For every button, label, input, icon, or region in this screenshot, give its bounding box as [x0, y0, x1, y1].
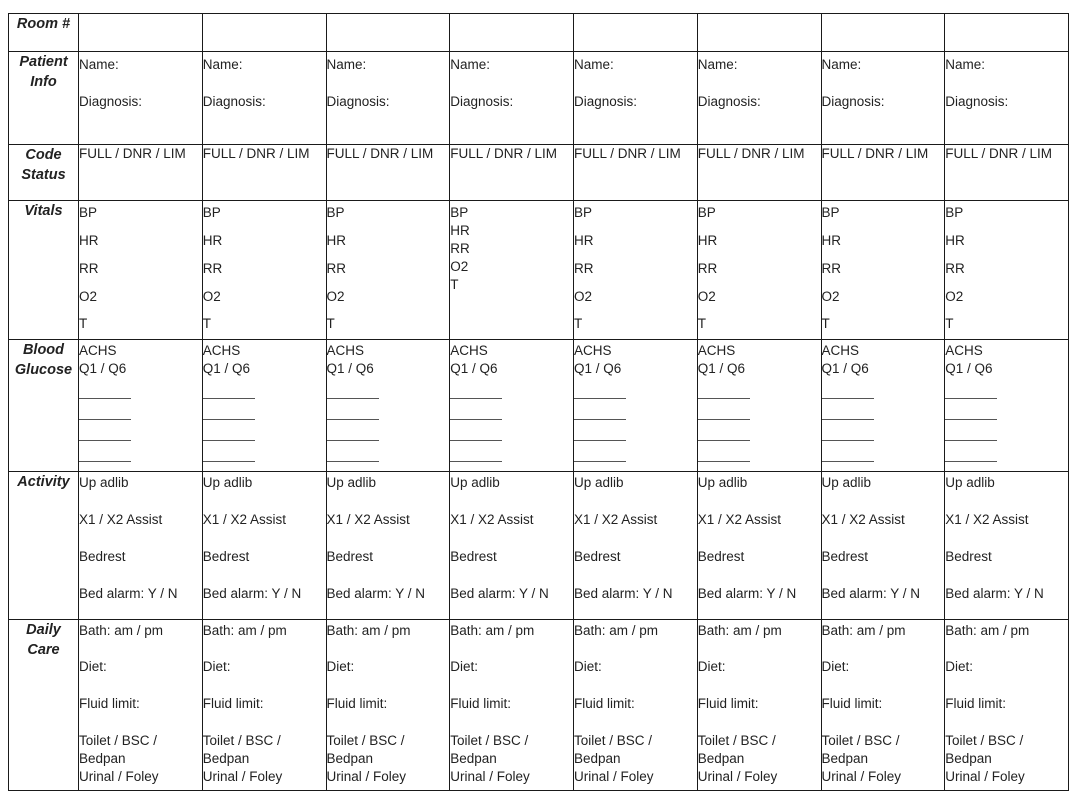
glucose-frequency: Q1 / Q6: [79, 361, 127, 376]
urinal-foley-label: Urinal / Foley: [945, 769, 1025, 784]
vital-o2: O2: [79, 289, 98, 304]
room-cell[interactable]: [326, 14, 450, 52]
glucose-schedule: ACHS: [326, 343, 365, 358]
room-cell[interactable]: [697, 14, 821, 52]
glucose-entry-line[interactable]: [822, 401, 874, 420]
bath-label: Bath: am / pm: [574, 623, 659, 638]
activity-assist: X1 / X2 Assist: [574, 512, 658, 527]
glucose-entry-line[interactable]: [822, 443, 874, 462]
glucose-cell[interactable]: [945, 340, 1069, 472]
glucose-entry-line[interactable]: [698, 401, 750, 420]
toilet-label: Toilet / BSC /: [326, 733, 405, 748]
activity-bedrest: Bedrest: [574, 549, 621, 564]
row-header-label: Care: [27, 642, 60, 658]
toilet-label: Toilet / BSC /: [202, 733, 281, 748]
row-header-label: Daily: [26, 622, 61, 638]
glucose-schedule: ACHS: [697, 343, 736, 358]
fluid-limit-label: Fluid limit:: [326, 696, 388, 711]
vital-rr: RR: [450, 241, 470, 256]
vital-bp: BP: [326, 205, 345, 220]
code-status-options: FULL / DNR / LIM: [202, 146, 310, 161]
vital-bp: BP: [450, 205, 469, 220]
vital-o2: O2: [574, 289, 593, 304]
activity-up-adlib: Up adlib: [79, 475, 129, 490]
activity-assist: X1 / X2 Assist: [326, 512, 410, 527]
urinal-foley-label: Urinal / Foley: [79, 769, 159, 784]
glucose-entry-line[interactable]: [945, 443, 997, 462]
patient-info-cell[interactable]: [79, 52, 203, 145]
urinal-foley-label: Urinal / Foley: [821, 769, 902, 784]
glucose-entry-line[interactable]: [574, 422, 626, 441]
row-patient-info: [9, 52, 1069, 145]
row-header-label: Patient: [19, 54, 68, 70]
glucose-frequency: Q1 / Q6: [326, 361, 374, 376]
vital-rr: RR: [945, 261, 965, 276]
activity-up-adlib: Up adlib: [202, 475, 253, 490]
activity-assist: X1 / X2 Assist: [450, 512, 534, 527]
activity-assist: X1 / X2 Assist: [697, 512, 782, 527]
glucose-frequency: Q1 / Q6: [945, 361, 993, 376]
glucose-frequency: Q1 / Q6: [697, 361, 746, 376]
code-status-cell[interactable]: [574, 145, 698, 201]
patient-info-cell[interactable]: [697, 52, 821, 145]
code-status-options: FULL / DNR / LIM: [697, 146, 805, 161]
row-header-label: Blood: [22, 342, 65, 358]
patient-info-cell[interactable]: [821, 52, 945, 145]
row-header-label: Glucose: [14, 362, 73, 378]
urinal-foley-label: Urinal / Foley: [202, 769, 283, 784]
row-header-label: Activity: [17, 474, 70, 490]
diagnosis-label: Diagnosis:: [945, 94, 1009, 109]
row-header-patient-info: [9, 52, 79, 145]
diagnosis-label: Diagnosis:: [450, 94, 514, 109]
activity-bedrest: Bedrest: [945, 549, 992, 564]
bath-label: Bath: am / pm: [821, 623, 906, 638]
bath-label: Bath: am / pm: [945, 623, 1030, 638]
vital-hr: HR: [574, 233, 594, 248]
glucose-cell[interactable]: [450, 340, 574, 472]
glucose-schedule: ACHS: [821, 343, 860, 358]
vital-t: T: [79, 316, 88, 331]
glucose-cell[interactable]: [79, 340, 203, 472]
glucose-entry-line[interactable]: [203, 422, 255, 441]
diet-label: Diet:: [697, 659, 726, 674]
glucose-entry-line[interactable]: [822, 422, 874, 441]
glucose-cell[interactable]: [697, 340, 821, 472]
patient-info-cell[interactable]: [450, 52, 574, 145]
toilet-label: Toilet / BSC /: [450, 733, 529, 748]
diagnosis-label: Diagnosis:: [202, 94, 266, 109]
bedpan-label: Bedpan: [574, 751, 621, 766]
name-label: Name:: [697, 57, 738, 72]
activity-bedrest: Bedrest: [450, 549, 497, 564]
vitals-cell[interactable]: [326, 201, 450, 340]
glucose-entry-line[interactable]: [945, 422, 997, 441]
toilet-label: Toilet / BSC /: [821, 733, 900, 748]
vital-bp: BP: [79, 205, 98, 220]
glucose-entry-line[interactable]: [203, 380, 255, 399]
diet-label: Diet:: [79, 659, 107, 674]
row-header-label: Code: [25, 147, 62, 163]
vital-rr: RR: [326, 261, 346, 276]
activity-cell[interactable]: [326, 472, 450, 620]
fluid-limit-label: Fluid limit:: [945, 696, 1007, 711]
activity-bedrest: Bedrest: [326, 549, 374, 564]
bedpan-label: Bedpan: [821, 751, 869, 766]
glucose-entry-line[interactable]: [327, 422, 379, 441]
activity-cell[interactable]: [450, 472, 574, 620]
row-blood-glucose: [9, 340, 1069, 472]
glucose-entry-line[interactable]: [450, 380, 502, 399]
glucose-entry-line[interactable]: [698, 443, 750, 462]
activity-up-adlib: Up adlib: [697, 475, 748, 490]
activity-bed-alarm: Bed alarm: Y / N: [697, 586, 797, 601]
name-label: Name:: [202, 57, 243, 72]
activity-bedrest: Bedrest: [202, 549, 250, 564]
row-code-status: [9, 145, 1069, 201]
glucose-entry-line[interactable]: [327, 443, 379, 462]
row-header-room: [9, 14, 79, 52]
activity-cell[interactable]: [574, 472, 698, 620]
activity-cell[interactable]: [697, 472, 821, 620]
activity-bed-alarm: Bed alarm: Y / N: [821, 586, 921, 601]
diet-label: Diet:: [326, 659, 355, 674]
code-status-cell[interactable]: [326, 145, 450, 201]
vital-t: T: [450, 277, 459, 292]
bedpan-label: Bedpan: [326, 751, 374, 766]
activity-cell[interactable]: [821, 472, 945, 620]
vital-o2: O2: [450, 259, 469, 274]
urinal-foley-label: Urinal / Foley: [574, 769, 654, 784]
glucose-cell[interactable]: [821, 340, 945, 472]
vitals-cell[interactable]: [945, 201, 1069, 340]
daily-care-cell[interactable]: [574, 620, 698, 791]
bath-label: Bath: am / pm: [202, 623, 287, 638]
activity-bed-alarm: Bed alarm: Y / N: [326, 586, 426, 601]
activity-bedrest: Bedrest: [821, 549, 869, 564]
glucose-entry-line[interactable]: [698, 380, 750, 399]
vitals-cell[interactable]: [450, 201, 574, 340]
vital-rr: RR: [821, 261, 841, 276]
activity-cell[interactable]: [202, 472, 326, 620]
vital-o2: O2: [945, 289, 964, 304]
bath-label: Bath: am / pm: [79, 623, 164, 638]
fluid-limit-label: Fluid limit:: [697, 696, 759, 711]
glucose-entry-line[interactable]: [203, 443, 255, 462]
diagnosis-label: Diagnosis:: [79, 94, 143, 109]
urinal-foley-label: Urinal / Foley: [326, 769, 407, 784]
code-status-options: FULL / DNR / LIM: [574, 146, 681, 161]
vital-o2: O2: [821, 289, 840, 304]
vital-bp: BP: [202, 205, 221, 220]
name-label: Name:: [574, 57, 614, 72]
fluid-limit-label: Fluid limit:: [821, 696, 883, 711]
diagnosis-label: Diagnosis:: [326, 94, 390, 109]
vital-hr: HR: [945, 233, 965, 248]
glucose-entry-line[interactable]: [450, 422, 502, 441]
toilet-label: Toilet / BSC /: [945, 733, 1024, 748]
code-status-options: FULL / DNR / LIM: [450, 146, 558, 161]
vital-bp: BP: [574, 205, 593, 220]
glucose-entry-line[interactable]: [698, 422, 750, 441]
glucose-entry-line[interactable]: [574, 443, 626, 462]
patient-info-cell[interactable]: [574, 52, 698, 145]
glucose-frequency: Q1 / Q6: [450, 361, 498, 376]
vitals-cell[interactable]: [202, 201, 326, 340]
activity-up-adlib: Up adlib: [574, 475, 624, 490]
glucose-entry-line[interactable]: [450, 401, 502, 420]
room-cell[interactable]: [821, 14, 945, 52]
code-status-cell[interactable]: [821, 145, 945, 201]
vital-hr: HR: [202, 233, 223, 248]
code-status-cell[interactable]: [697, 145, 821, 201]
row-header-room-label: Room #: [16, 16, 71, 32]
daily-care-cell[interactable]: [202, 620, 326, 791]
vital-t: T: [697, 316, 706, 331]
glucose-entry-line[interactable]: [79, 422, 131, 441]
room-cell[interactable]: [202, 14, 326, 52]
activity-up-adlib: Up adlib: [450, 475, 500, 490]
urinal-foley-label: Urinal / Foley: [697, 769, 778, 784]
vital-hr: HR: [79, 233, 99, 248]
bath-label: Bath: am / pm: [450, 623, 535, 638]
vital-t: T: [202, 316, 211, 331]
diet-label: Diet:: [821, 659, 850, 674]
row-header-daily-care: [9, 620, 79, 791]
activity-assist: X1 / X2 Assist: [945, 512, 1029, 527]
glucose-cell[interactable]: [326, 340, 450, 472]
vital-o2: O2: [697, 289, 716, 304]
row-vitals: [9, 201, 1069, 340]
diagnosis-label: Diagnosis:: [821, 94, 885, 109]
vital-rr: RR: [697, 261, 718, 276]
row-header-label: Status: [21, 167, 66, 183]
bedpan-label: Bedpan: [697, 751, 745, 766]
glucose-schedule: ACHS: [450, 343, 488, 358]
name-label: Name:: [821, 57, 862, 72]
daily-care-cell[interactable]: [79, 620, 203, 791]
code-status-cell[interactable]: [450, 145, 574, 201]
glucose-entry-line[interactable]: [574, 401, 626, 420]
vital-t: T: [945, 316, 954, 331]
patient-info-cell[interactable]: [202, 52, 326, 145]
fluid-limit-label: Fluid limit:: [574, 696, 635, 711]
activity-assist: X1 / X2 Assist: [79, 512, 163, 527]
bath-label: Bath: am / pm: [326, 623, 411, 638]
vitals-cell[interactable]: [821, 201, 945, 340]
row-header-vitals: [9, 201, 79, 340]
patient-info-cell[interactable]: [945, 52, 1069, 145]
diet-label: Diet:: [945, 659, 974, 674]
vital-o2: O2: [326, 289, 345, 304]
name-label: Name:: [450, 57, 491, 72]
diet-label: Diet:: [574, 659, 602, 674]
activity-bed-alarm: Bed alarm: Y / N: [202, 586, 302, 601]
vital-o2: O2: [202, 289, 221, 304]
patient-report-sheet: [8, 13, 1069, 791]
vital-rr: RR: [79, 261, 99, 276]
activity-bedrest: Bedrest: [79, 549, 126, 564]
glucose-entry-line[interactable]: [822, 380, 874, 399]
activity-bed-alarm: Bed alarm: Y / N: [574, 586, 673, 601]
glucose-frequency: Q1 / Q6: [574, 361, 622, 376]
vital-hr: HR: [697, 233, 718, 248]
name-label: Name:: [79, 57, 119, 72]
glucose-entry-line[interactable]: [945, 380, 997, 399]
activity-up-adlib: Up adlib: [821, 475, 872, 490]
activity-bed-alarm: Bed alarm: Y / N: [945, 586, 1044, 601]
vital-rr: RR: [202, 261, 223, 276]
glucose-frequency: Q1 / Q6: [202, 361, 251, 376]
vitals-cell[interactable]: [697, 201, 821, 340]
glucose-schedule: ACHS: [79, 343, 117, 358]
glucose-entry-line[interactable]: [203, 401, 255, 420]
diagnosis-label: Diagnosis:: [697, 94, 761, 109]
fluid-limit-label: Fluid limit:: [79, 696, 140, 711]
activity-bed-alarm: Bed alarm: Y / N: [79, 586, 178, 601]
activity-cell[interactable]: [945, 472, 1069, 620]
row-header-label: Vitals: [24, 203, 63, 219]
code-status-cell[interactable]: [945, 145, 1069, 201]
activity-up-adlib: Up adlib: [945, 475, 995, 490]
room-cell[interactable]: [450, 14, 574, 52]
row-header-label: Info: [30, 74, 57, 90]
vital-bp: BP: [945, 205, 964, 220]
vital-t: T: [326, 316, 335, 331]
activity-assist: X1 / X2 Assist: [821, 512, 905, 527]
vital-bp: BP: [821, 205, 840, 220]
vital-rr: RR: [574, 261, 594, 276]
row-header-code-status: [9, 145, 79, 201]
glucose-entry-line[interactable]: [327, 401, 379, 420]
toilet-label: Toilet / BSC /: [79, 733, 158, 748]
glucose-schedule: ACHS: [574, 343, 612, 358]
bedpan-label: Bedpan: [450, 751, 497, 766]
glucose-schedule: ACHS: [202, 343, 241, 358]
code-status-options: FULL / DNR / LIM: [821, 146, 929, 161]
glucose-entry-line[interactable]: [945, 401, 997, 420]
bedpan-label: Bedpan: [79, 751, 126, 766]
code-status-cell[interactable]: [79, 145, 203, 201]
room-cell[interactable]: [79, 14, 203, 52]
code-status-options: FULL / DNR / LIM: [945, 146, 1053, 161]
glucose-frequency: Q1 / Q6: [821, 361, 869, 376]
daily-care-cell[interactable]: [450, 620, 574, 791]
diet-label: Diet:: [450, 659, 479, 674]
toilet-label: Toilet / BSC /: [697, 733, 776, 748]
activity-assist: X1 / X2 Assist: [202, 512, 287, 527]
code-status-options: FULL / DNR / LIM: [326, 146, 434, 161]
name-label: Name:: [945, 57, 986, 72]
glucose-entry-line[interactable]: [79, 443, 131, 462]
room-cell[interactable]: [945, 14, 1069, 52]
daily-care-cell[interactable]: [697, 620, 821, 791]
glucose-schedule: ACHS: [945, 343, 983, 358]
diagnosis-label: Diagnosis:: [574, 94, 638, 109]
code-status-options: FULL / DNR / LIM: [79, 146, 186, 161]
activity-bedrest: Bedrest: [697, 549, 745, 564]
daily-care-cell[interactable]: [821, 620, 945, 791]
fluid-limit-label: Fluid limit:: [202, 696, 264, 711]
activity-cell[interactable]: [79, 472, 203, 620]
row-header-activity: [9, 472, 79, 620]
glucose-cell[interactable]: [574, 340, 698, 472]
vital-t: T: [821, 316, 830, 331]
vital-t: T: [574, 316, 583, 331]
vital-hr: HR: [821, 233, 841, 248]
daily-care-cell[interactable]: [326, 620, 450, 791]
glucose-entry-line[interactable]: [79, 380, 131, 399]
toilet-label: Toilet / BSC /: [574, 733, 653, 748]
activity-up-adlib: Up adlib: [326, 475, 377, 490]
bedpan-label: Bedpan: [945, 751, 992, 766]
bath-label: Bath: am / pm: [697, 623, 782, 638]
row-header-blood-glucose: [9, 340, 79, 472]
code-status-cell[interactable]: [202, 145, 326, 201]
row-daily-care: [9, 620, 1069, 791]
daily-care-cell[interactable]: [945, 620, 1069, 791]
glucose-entry-line[interactable]: [450, 443, 502, 462]
glucose-entry-line[interactable]: [574, 380, 626, 399]
fluid-limit-label: Fluid limit:: [450, 696, 512, 711]
vitals-cell[interactable]: [79, 201, 203, 340]
row-activity: [9, 472, 1069, 620]
glucose-entry-line[interactable]: [79, 401, 131, 420]
activity-bed-alarm: Bed alarm: Y / N: [450, 586, 549, 601]
vital-hr: HR: [450, 223, 470, 238]
diet-label: Diet:: [202, 659, 231, 674]
vital-bp: BP: [697, 205, 716, 220]
vital-hr: HR: [326, 233, 346, 248]
glucose-entry-line[interactable]: [327, 380, 379, 399]
name-label: Name:: [326, 57, 367, 72]
room-cell[interactable]: [574, 14, 698, 52]
urinal-foley-label: Urinal / Foley: [450, 769, 530, 784]
bedpan-label: Bedpan: [202, 751, 250, 766]
glucose-cell[interactable]: [202, 340, 326, 472]
patient-info-cell[interactable]: [326, 52, 450, 145]
row-room: [9, 14, 1069, 52]
vitals-cell[interactable]: [574, 201, 698, 340]
